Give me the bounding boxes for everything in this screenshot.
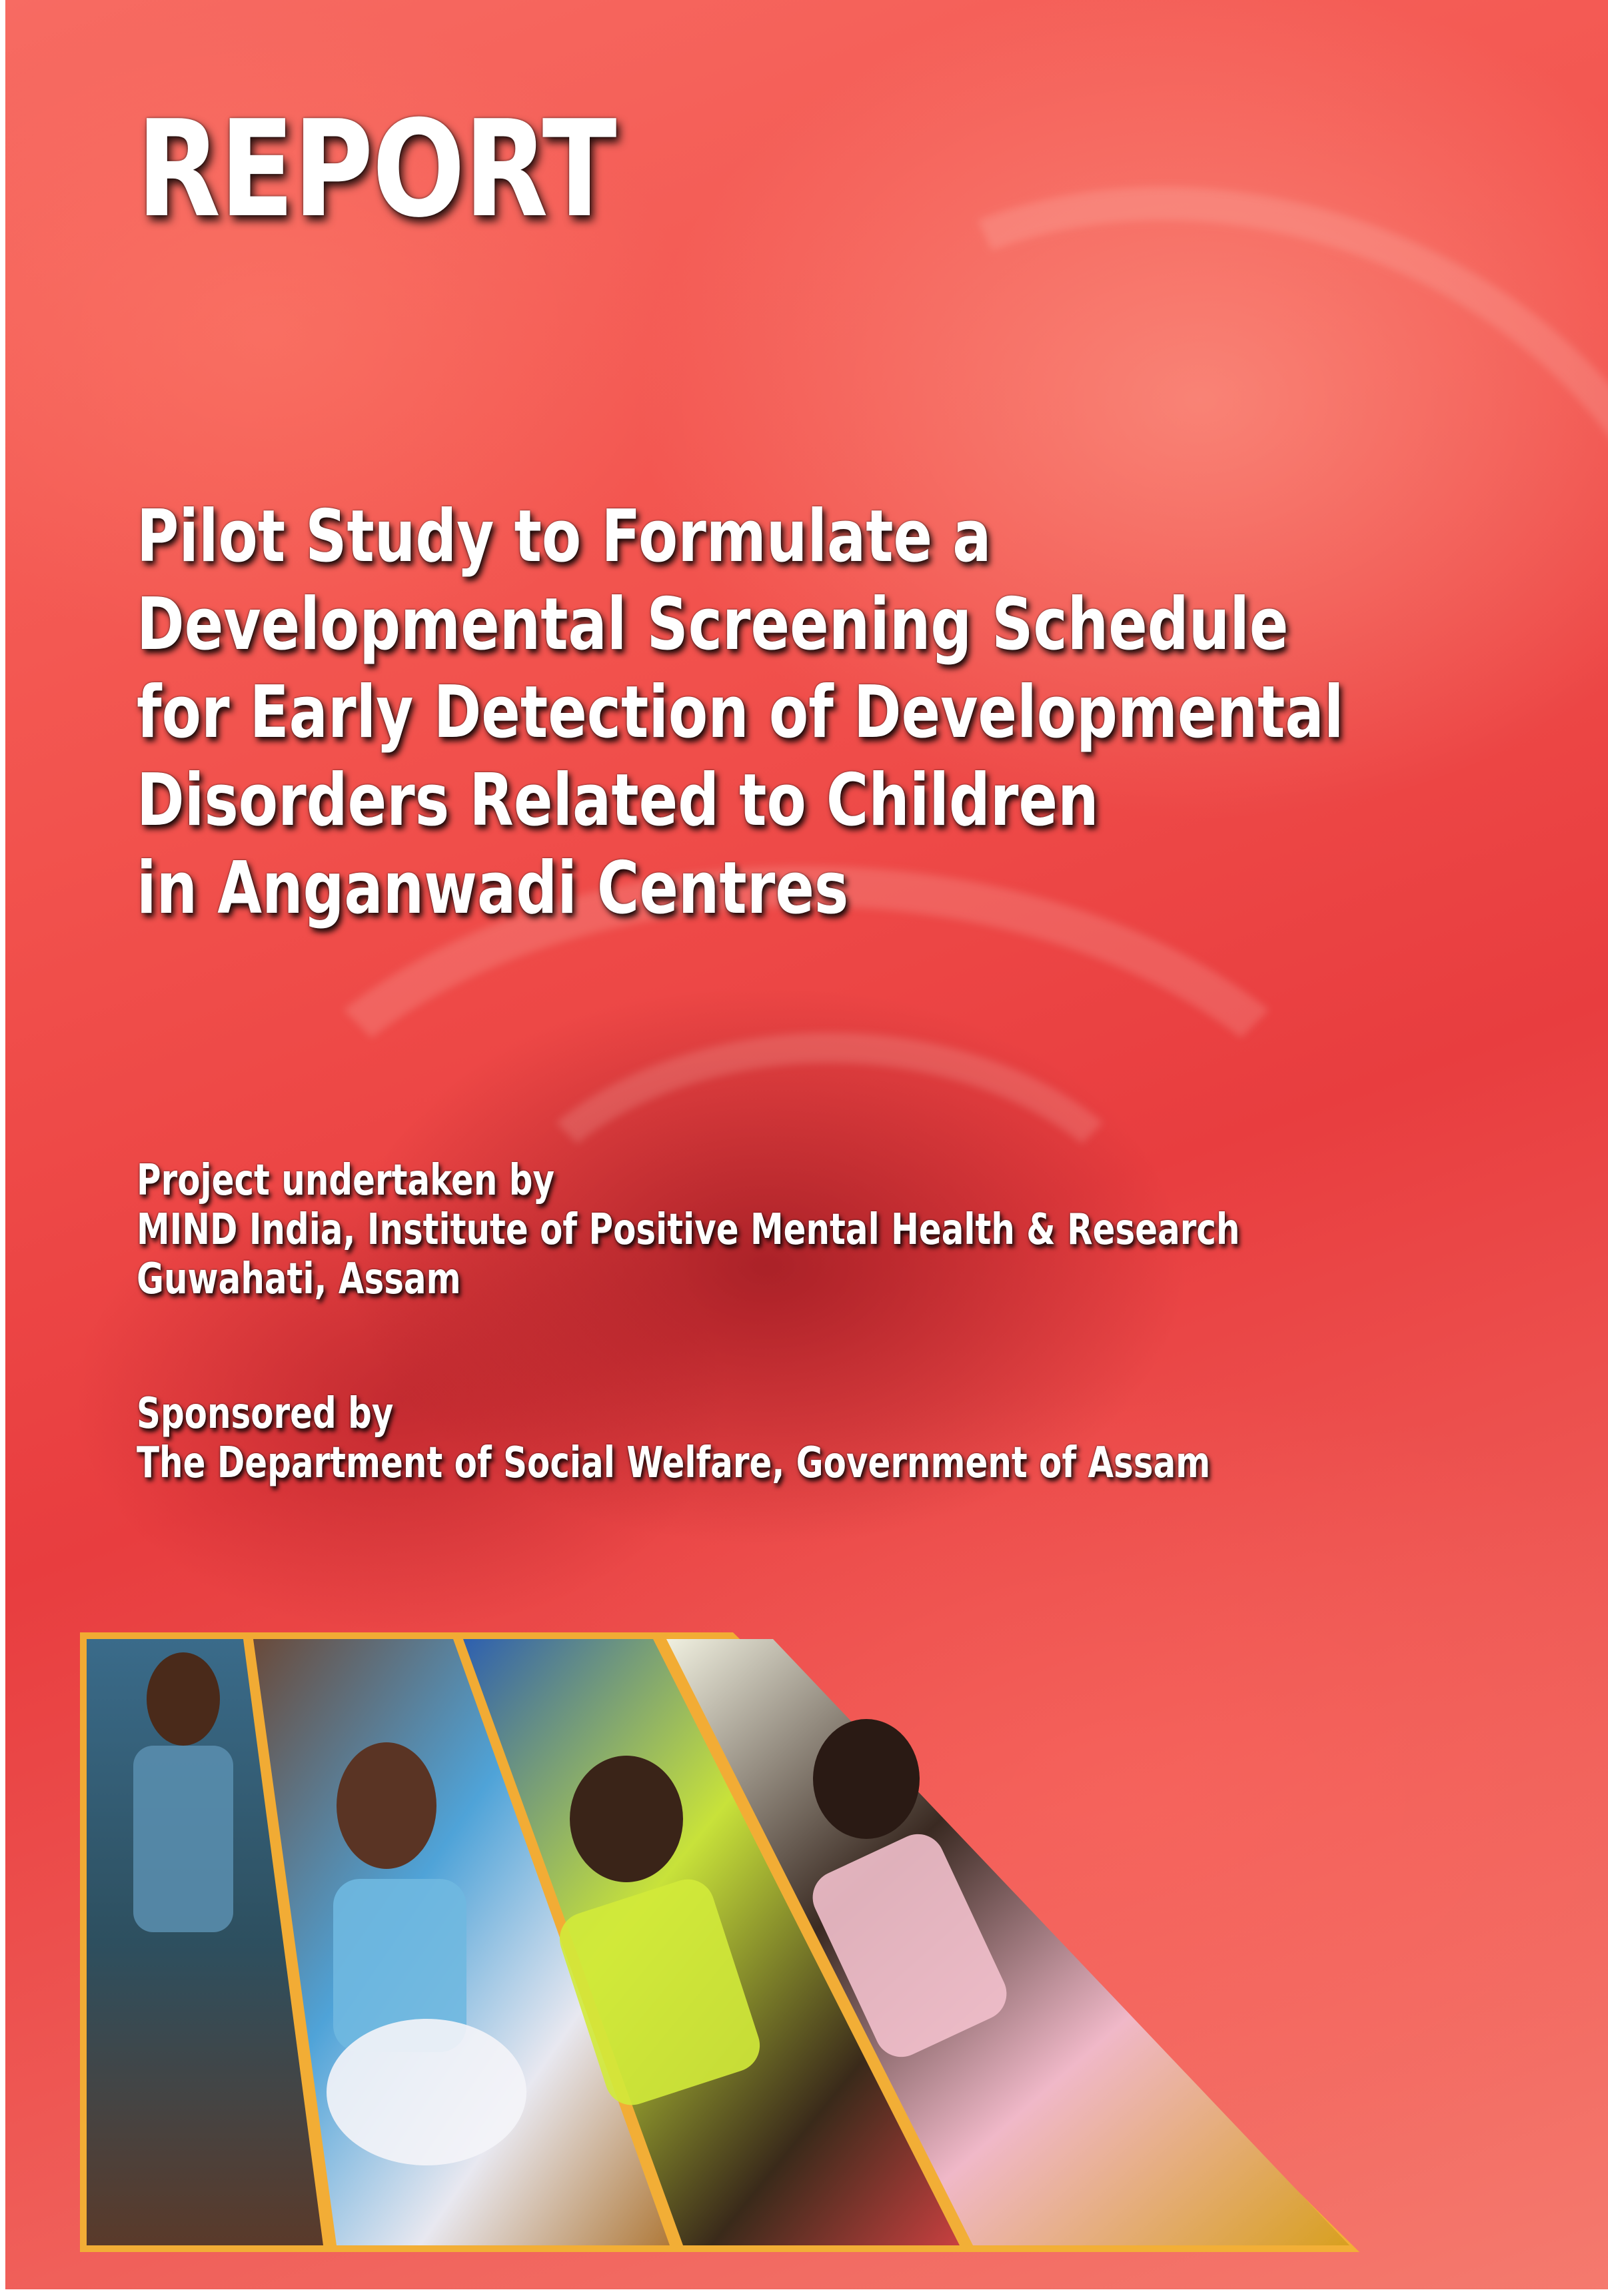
- project-label: Project undertaken by: [137, 1156, 555, 1205]
- child-figure: [147, 1652, 220, 1746]
- sponsor-organization: The Department of Social Welfare, Government of Assam: [137, 1438, 1211, 1488]
- project-location: Guwahati, Assam: [137, 1255, 461, 1304]
- sponsor-credits: [137, 1389, 1488, 1488]
- subtitle-line: Developmental Screening Schedule: [137, 583, 1289, 666]
- child-figure: [570, 1756, 683, 1882]
- child-figure: [327, 2019, 526, 2165]
- children-photo-strip: [53, 1626, 1386, 2259]
- child-figure: [813, 1719, 920, 1839]
- project-organization: MIND India, Institute of Positive Mental Health & Research: [137, 1205, 1240, 1255]
- page-edge: [0, 0, 5, 2296]
- subtitle-line: in Anganwadi Centres: [137, 847, 849, 930]
- report-title: REPORT: [137, 92, 616, 247]
- report-subtitle: [137, 493, 1523, 933]
- child-figure: [133, 1746, 233, 1932]
- subtitle-line: Disorders Related to Children: [137, 759, 1099, 842]
- photo-collage: [53, 1626, 1386, 2259]
- sponsor-label: Sponsored by: [137, 1389, 394, 1438]
- subtitle-line: Pilot Study to Formulate a: [137, 495, 992, 578]
- page-edge: [0, 2289, 1608, 2296]
- subtitle-line: for Early Detection of Developmental: [137, 671, 1344, 754]
- child-figure: [337, 1742, 436, 1869]
- project-credits: [137, 1156, 1488, 1304]
